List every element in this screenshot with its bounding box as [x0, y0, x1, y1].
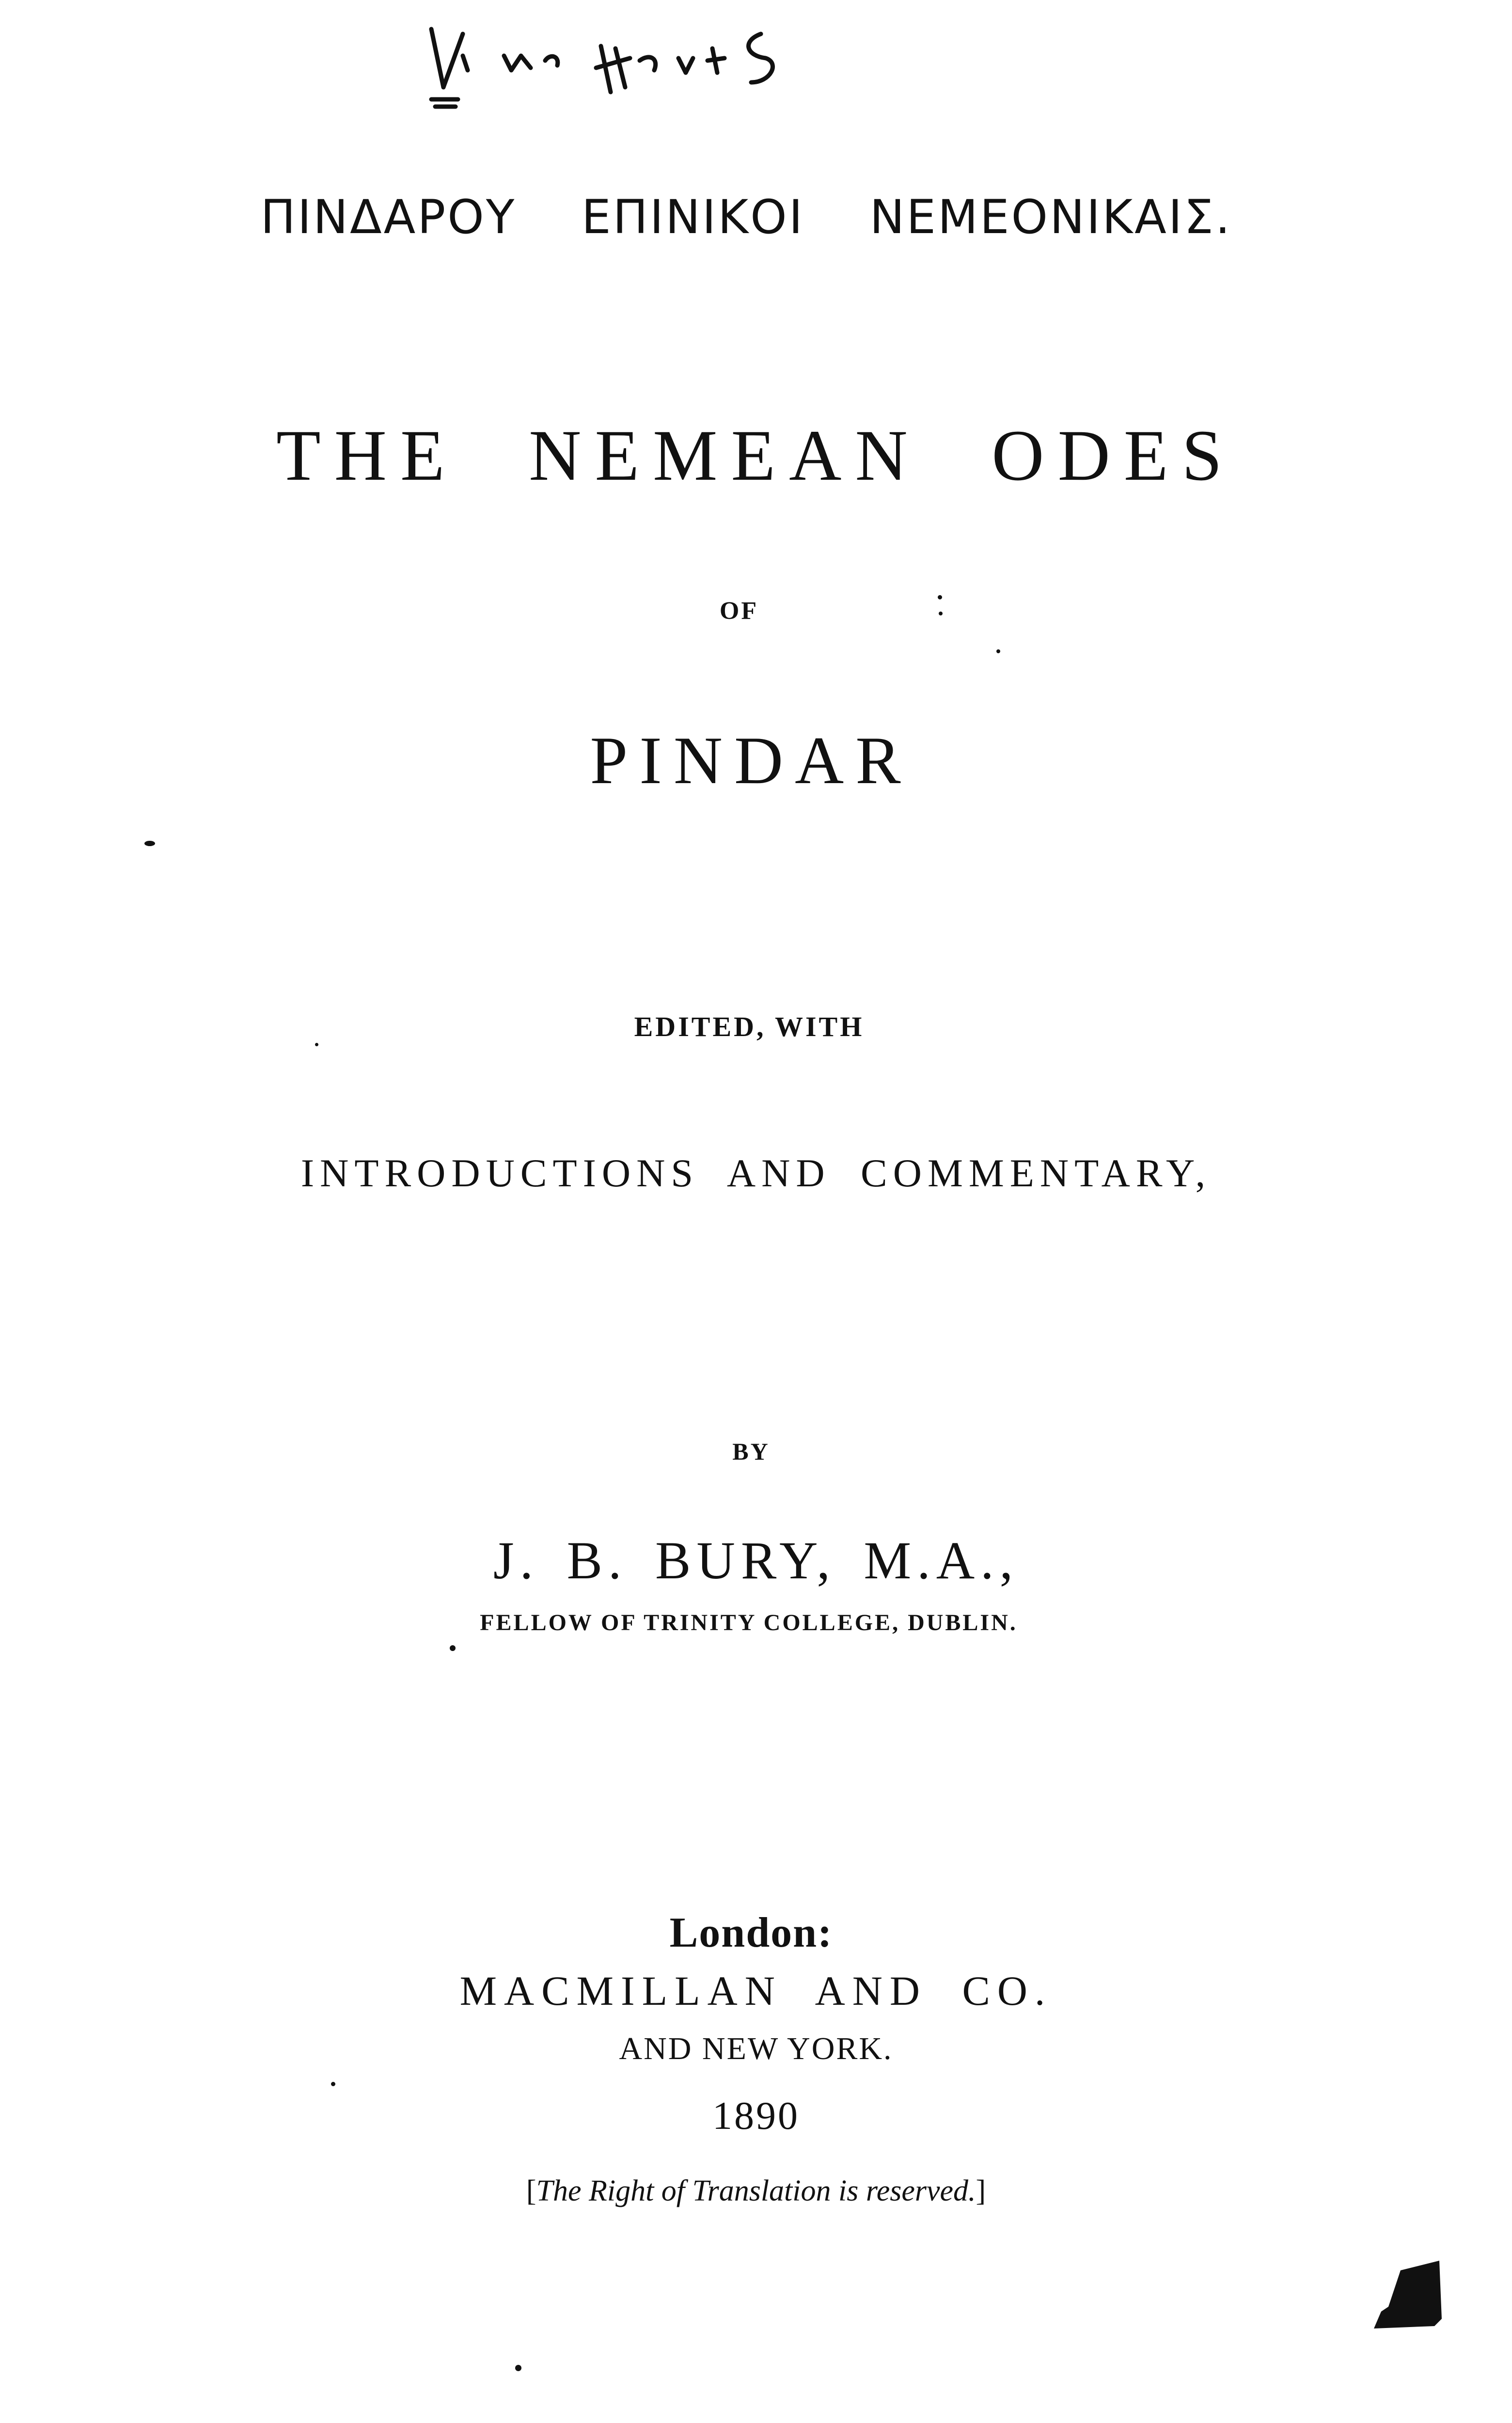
scan-speck — [315, 1043, 318, 1046]
greek-title: ΠΙΝΔΑΡΟΥ ΕΠΙΝΙΚΟΙ ΝΕΜΕΟΝΙΚΑΙΣ. — [260, 190, 1232, 244]
scan-speck — [331, 2082, 335, 2086]
introductions-line: INTRODUCTIONS AND COMMENTARY, — [300, 1151, 1212, 1195]
rights-text: The Right of Translation is reserved. — [536, 2174, 976, 2207]
imprint-year: 1890 — [712, 2093, 800, 2138]
of-label: OF — [719, 597, 759, 625]
scan-speck — [515, 2365, 521, 2371]
by-label: BY — [732, 1438, 770, 1465]
scan-speck — [939, 612, 943, 615]
scan-speck — [144, 841, 155, 846]
editor-affiliation: FELLOW OF TRINITY COLLEGE, DUBLIN. — [480, 1610, 1018, 1636]
scan-speck — [450, 1645, 456, 1651]
editor-name: J. B. BURY, M.A., — [493, 1531, 1019, 1590]
main-title: THE NEMEAN ODES — [276, 415, 1236, 496]
rights-close-bracket: ] — [976, 2174, 986, 2207]
rights-notice — [0, 2176, 1512, 2206]
scan-speck — [938, 595, 942, 599]
imprint-also: AND NEW YORK. — [619, 2031, 893, 2066]
imprint-city: London: — [669, 1909, 833, 1956]
imprint-publisher: MACMILLAN AND CO. — [459, 1967, 1053, 2014]
ink-blot — [1371, 2258, 1444, 2331]
rights-open-bracket: [ — [526, 2174, 536, 2207]
edited-with-line: EDITED, WITH — [634, 1011, 865, 1042]
handwritten-note — [422, 19, 800, 111]
author-name: PINDAR — [590, 723, 913, 798]
scan-speck — [996, 649, 1000, 653]
